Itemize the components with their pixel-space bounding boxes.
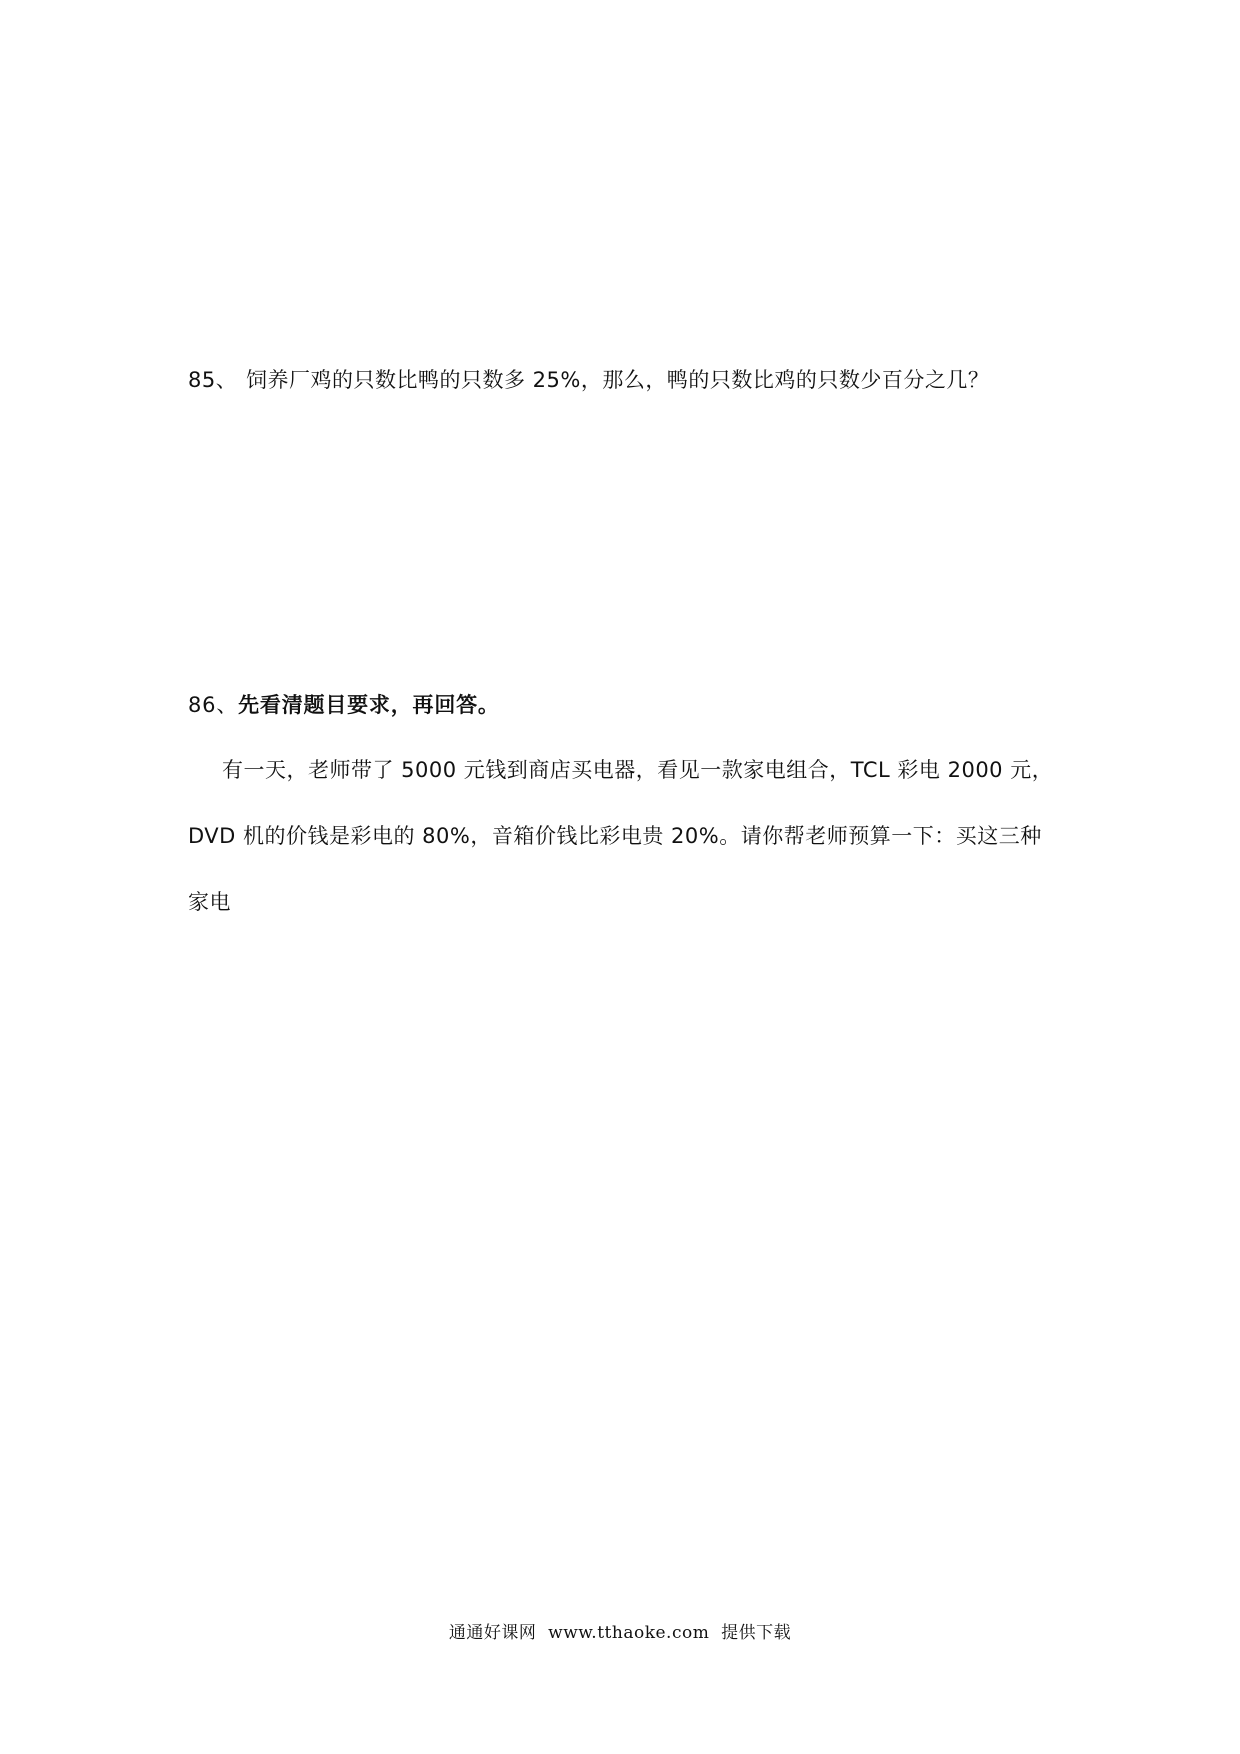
page-footer: 通通好课网 www.tthaoke.com 提供下载 (448, 1623, 792, 1643)
question-86-heading (188, 691, 500, 719)
question-85-text: 饲养厂鸡的只数比鸭的只数多 25%，那么，鸭的只数比鸡的只数少百分之几？ (246, 368, 990, 392)
question-85-number: 85、 (188, 368, 238, 392)
question-86-line-1: 有一天，老师带了 5000 元钱到商店买电器，看见一款家电组合，TCL 彩电 2000 元， (222, 758, 1054, 782)
question-86-line-3: 家电 (188, 890, 231, 914)
question-85 (188, 366, 989, 394)
question-86-line-2: DVD 机的价钱是彩电的 80%，音箱价钱比彩电贵 20%。请你帮老师预算一下：买这三种 (188, 824, 1042, 848)
question-86-number: 86、 (188, 693, 239, 717)
question-86-title: 先看清题目要求，再回答。 (238, 693, 500, 717)
